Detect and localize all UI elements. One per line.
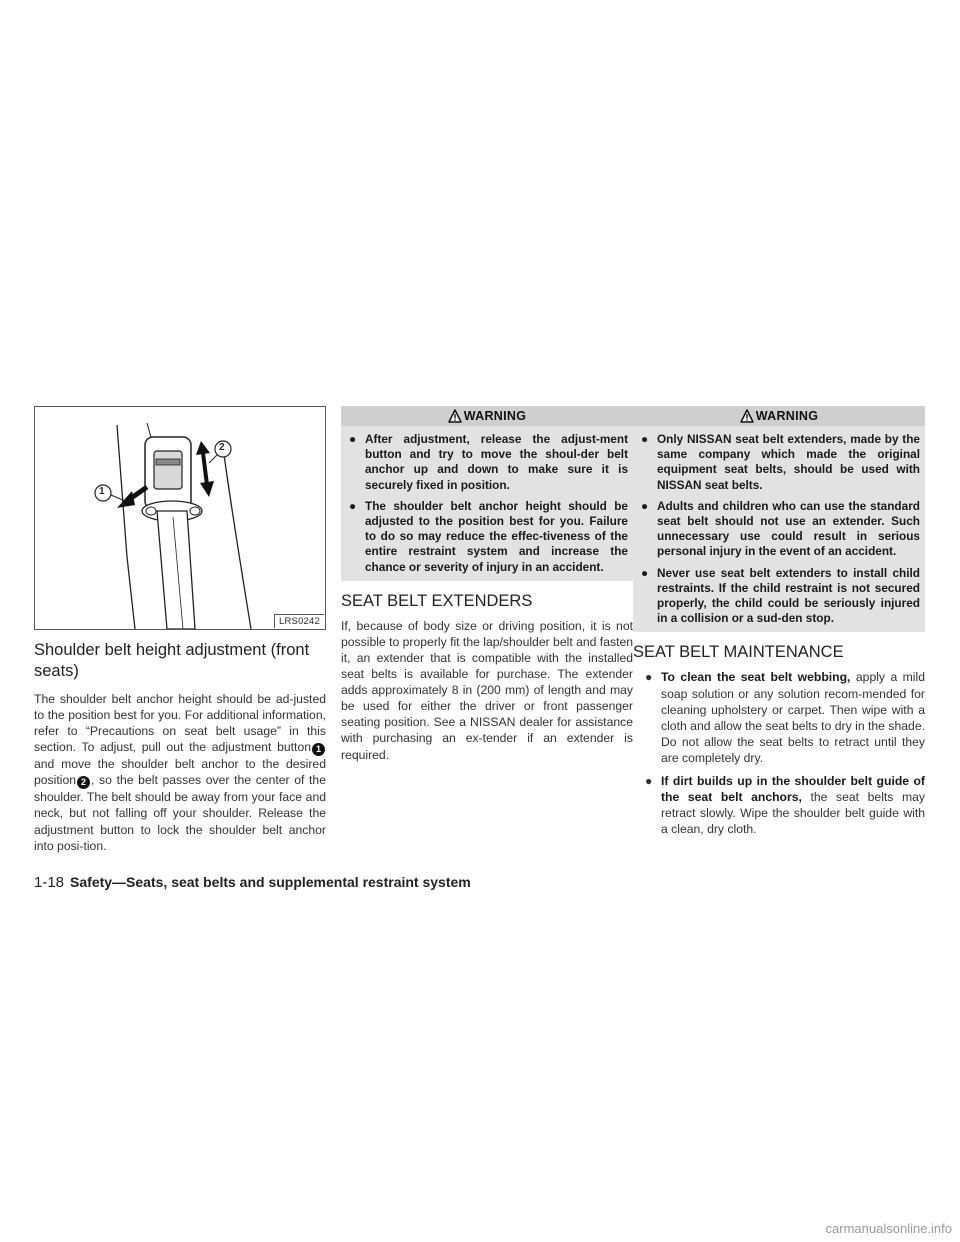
warning-item	[641, 432, 920, 493]
maintenance-item-text: the seat belts may retract slowly. Wipe the shoulder belt guide with a clean, dry cloth.	[661, 790, 926, 837]
warning-item	[641, 566, 920, 627]
height-adjustment-heading: Shoulder belt height adjustment (front seats)	[34, 641, 310, 680]
callout-2: 2	[219, 442, 225, 453]
warning-triangle-icon	[740, 409, 754, 423]
left-column	[34, 406, 326, 854]
warning-box-2	[633, 406, 925, 632]
callout-1: 1	[99, 486, 105, 497]
warning-item-text: After adjustment, release the adjust-ment button and try to move the shoul-der belt anchor up and down to make sure it is securely fixed in position.	[365, 432, 628, 492]
warning-item-text: Adults and children who can use the standard seat belt should not use an extender. Such unnecessary use could result in serious personal injury in the event of an accident.	[657, 498, 920, 559]
bullet: ●	[645, 670, 653, 685]
warning-item	[349, 432, 628, 493]
watermark: carmanualsonline.info	[825, 1221, 952, 1236]
warning-item	[349, 499, 628, 575]
page-footer	[34, 874, 471, 891]
warning-triangle-icon	[448, 409, 462, 423]
bullet: ●	[641, 432, 649, 446]
warning-item	[641, 499, 920, 560]
shoulder-belt-illustration	[34, 406, 326, 630]
callout-number-2: 2	[77, 776, 90, 789]
maintenance-item	[645, 669, 925, 766]
warning-item-text: The shoulder belt anchor height should be adjusted to the position best for you. Failure to do so may reduce the effec-tiveness of the entire restraint system and increase the chance or severity of injury in an accident.	[365, 498, 628, 574]
bullet: ●	[349, 432, 357, 446]
seat-belt-anchor-drawing	[35, 407, 325, 629]
bullet: ●	[349, 498, 357, 513]
warning-list	[633, 426, 925, 632]
maintenance-item-text: apply a mild soap solution or any solution recom-mended for cleaning upholstery or carpet. Then wipe with a cloth and allow the seat belts to dry in the shade. Do not allow the seat belts to retract until they are completely dry.	[661, 670, 925, 765]
extenders-heading: SEAT BELT EXTENDERS	[341, 591, 533, 610]
warning-header	[633, 406, 925, 426]
warning-title: WARNING	[755, 409, 819, 423]
warning-item-text: Never use seat belt extenders to install child restraints. If the child restraint is not secured properly, the child could be seriously injured in a collision or a sud-den stop.	[657, 565, 920, 626]
maintenance-item-lead: If dirt builds up in the shoulder belt guide of the seat belt anchors,	[661, 774, 925, 805]
figure-code: LRS0242	[274, 614, 324, 628]
callout-number-1: 1	[312, 743, 325, 756]
warning-list	[341, 426, 633, 581]
bullet: ●	[641, 565, 649, 580]
paragraph-text-2: and move the shoulder belt anchor to the desired position	[34, 757, 326, 788]
maintenance-item-lead: To clean the seat belt webbing,	[661, 670, 851, 685]
extenders-paragraph: If, because of body size or driving position, it is not possible to properly fit the lap/shoulder belt and fasten it, an extender that is compatible with the installed seat belts is available for purchase. The extender adds approximately 8 in (200 mm) of length and may be used for either the driver or front passenger seating position. See a NISSAN dealer for assistance with purchasing an ex-tender if an extender is required.	[341, 618, 634, 762]
maintenance-list	[633, 669, 925, 837]
paragraph-text-1: The shoulder belt anchor height should be ad-justed to the position best for you. For additional information, refer to “Precautions on seat belt usage” in this section. To adjust, pull out the adjustment button	[34, 692, 326, 755]
page-number: 1-18	[34, 874, 65, 891]
right-column	[633, 406, 925, 844]
bullet: ●	[645, 774, 653, 788]
chapter-title: Safety—Seats, seat belts and supplemental restraint system	[70, 874, 471, 890]
height-adjustment-paragraph	[34, 691, 326, 854]
middle-column	[341, 406, 633, 763]
warning-item-text: Only NISSAN seat belt extenders, made by the same company which made the original equipment seat belts, should be used with NISSAN seat belts.	[657, 432, 920, 492]
paragraph-text-3: , so the belt passes over the center of the shoulder. The belt should be away from your face and neck, but not falling off your shoulder. Release the adjustment button to lock the shoulder belt anchor into posi-tion.	[34, 773, 326, 853]
warning-header	[341, 406, 633, 426]
bullet: ●	[641, 498, 649, 513]
warning-box-1	[341, 406, 633, 581]
warning-title: WARNING	[463, 409, 527, 423]
maintenance-heading: SEAT BELT MAINTENANCE	[633, 643, 844, 662]
maintenance-item	[645, 773, 925, 837]
